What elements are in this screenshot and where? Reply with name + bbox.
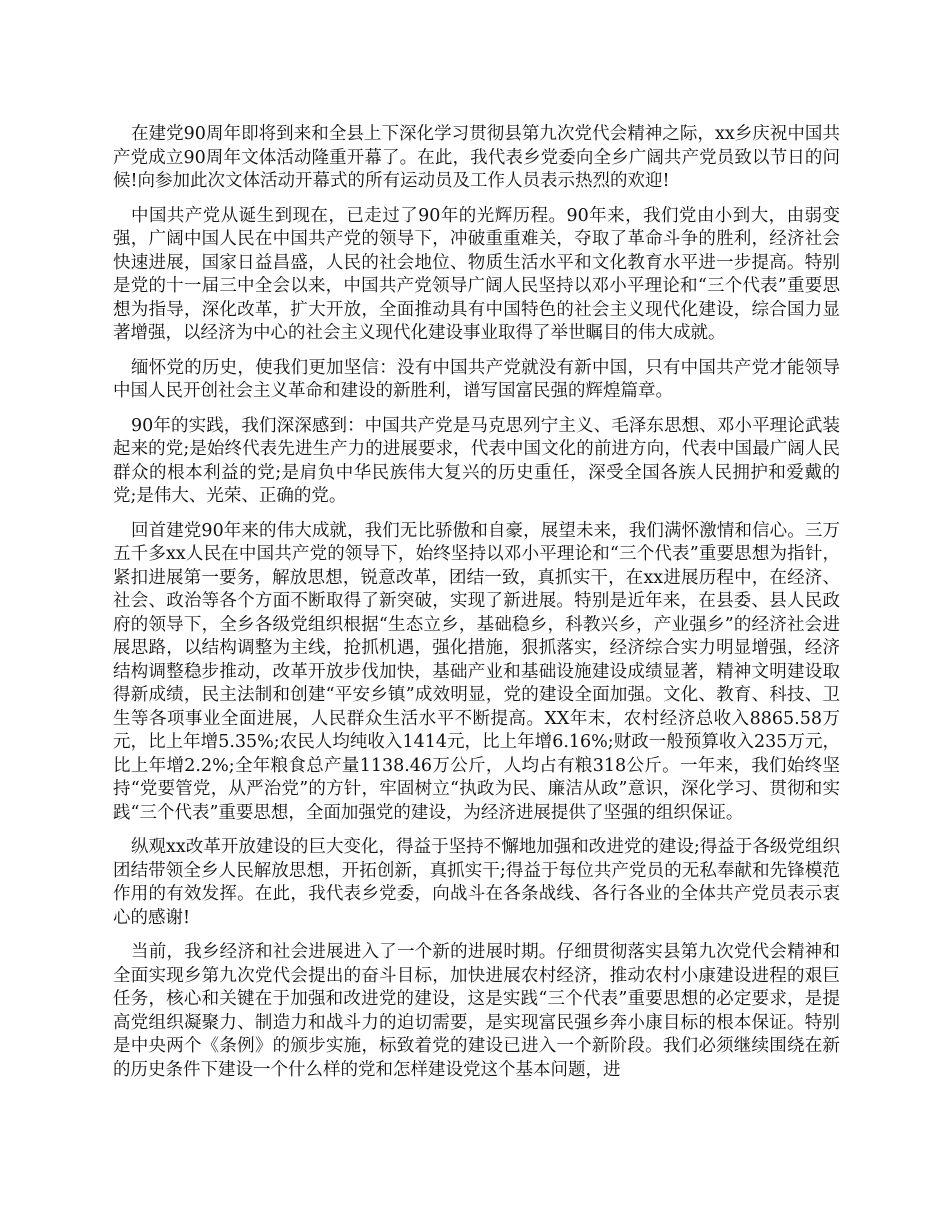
- paragraph-2: 中国共产党从诞生到现在，已走过了90年的光辉历程。90年来，我们党由小到大，由弱变强，广阔中国人民在中国共产党的领导下，冲破重重难关，夺取了革命斗争的胜利，经济社会快速进展，国家日益昌盛，人民的社会地位、物质生活水平和文化教育水平进一步提高。特别是党的十一届三中全会以来，中国共产党领导广阔人民坚持以邓小平理论和“三个代表”重要思想为指导，深化改革，扩大开放，全面推动具有中国特色的社会主义现代化建设，综合国力显著增强，以经济为中心的社会主义现代化建设事业取得了举世瞩目的伟大成就。: [113, 205, 840, 343]
- document-body: [113, 123, 840, 1093]
- paragraph-6: 纵观xx改革开放建设的巨大变化，得益于坚持不懈地加强和改进党的建设;得益于各级党组织团结带领全乡人民解放思想，开拓创新，真抓实干;得益于每位共产党员的无私奉献和先锋模范作用的有效发挥。在此，我代表乡党委，向战斗在各条战线、各行各业的全体共产党员表示衷心的感谢!: [113, 837, 840, 928]
- paragraph-1: 在建党90周年即将到来和全县上下深化学习贯彻县第九次党代会精神之际，xx乡庆祝中国共产党成立90周年文体活动隆重开幕了。在此，我代表乡党委向全乡广阔共产党员致以节日的问候!向参加此次文体活动开幕式的所有运动员及工作人员表示热烈的欢迎!: [113, 124, 840, 191]
- paragraph-3: 缅怀党的历史，使我们更加坚信：没有中国共产党就没有新中国，只有中国共产党才能领导中国人民开创社会主义革命和建设的新胜利，谱写国富民强的辉煌篇章。: [113, 357, 840, 401]
- paragraph-7: 当前，我乡经济和社会进展进入了一个新的进展时期。仔细贯彻落实县第九次党代会精神和全面实现乡第九次党代会提出的奋斗目标，加快进展农村经济，推动农村小康建设进程的艰巨任务，核心和关键在于加强和改进党的建设，这是实践“三个代表”重要思想的必定要求，是提高党组织凝聚力、制造力和战斗力的迫切需要，是实现富民强乡奔小康目标的根本保证。特别是中央两个《条例》的颁步实施，标致着党的建设已进入一个新阶段。我们必须继续围绕在新的历史条件下建设一个什么样的党和怎样建设党这个基本问题，进: [113, 942, 840, 1080]
- paragraph-5: 回首建党90年来的伟大成就，我们无比骄傲和自豪，展望未来，我们满怀激情和信心。三万五千多xx人民在中国共产党的领导下，始终坚持以邓小平理论和“三个代表”重要思想为指针，紧扣进展第一要务，解放思想，锐意改革，团结一致，真抓实干，在xx进展历程中，在经济、社会、政治等各个方面不断取得了新突破，实现了新进展。特别是近年来，在县委、县人民政府的领导下，全乡各级党组织根据“生态立乡，基础稳乡，科教兴乡，产业强乡”的经济社会进展思路，以结构调整为主线，抢抓机遇，强化措施，狠抓落实，经济综合实力明显增强，经济结构调整稳步推动，改革开放步伐加快，基础产业和基础设施建设成绩显著，精神文明建设取得新成绩，民主法制和创建“平安乡镇”成效明显，党的建设全面加强。文化、教育、科技、卫生等各项事业全面进展，人民群众生活水平不断提高。XX年末，农村经济总收入8865.58万元，比上年增5.35%;农民人均纯收入1414元，比上年增6.16%;财政一般预算收入235万元，比上年增2.2%;全年粮食总产量1138.46万公斤，人均占有粮318公斤。一年来，我们始终坚持“党要管党，从严治党”的方针，牢固树立“执政为民、廉洁从政”意识，深化学习、贯彻和实践“三个代表”重要思想，全面加强党的建设，为经济进展提供了坚强的组织保证。: [113, 520, 840, 823]
- paragraph-4: 90年的实践，我们深深感到：中国共产党是马克思列宁主义、毛泽东思想、邓小平理论武装起来的党;是始终代表先进生产力的进展要求，代表中国文化的前进方向，代表中国最广阔人民群众的根本利益的党;是肩负中华民族伟大复兴的历史重任，深受全国各族人民拥护和爱戴的党;是伟大、光荣、正确的党。: [113, 415, 840, 506]
